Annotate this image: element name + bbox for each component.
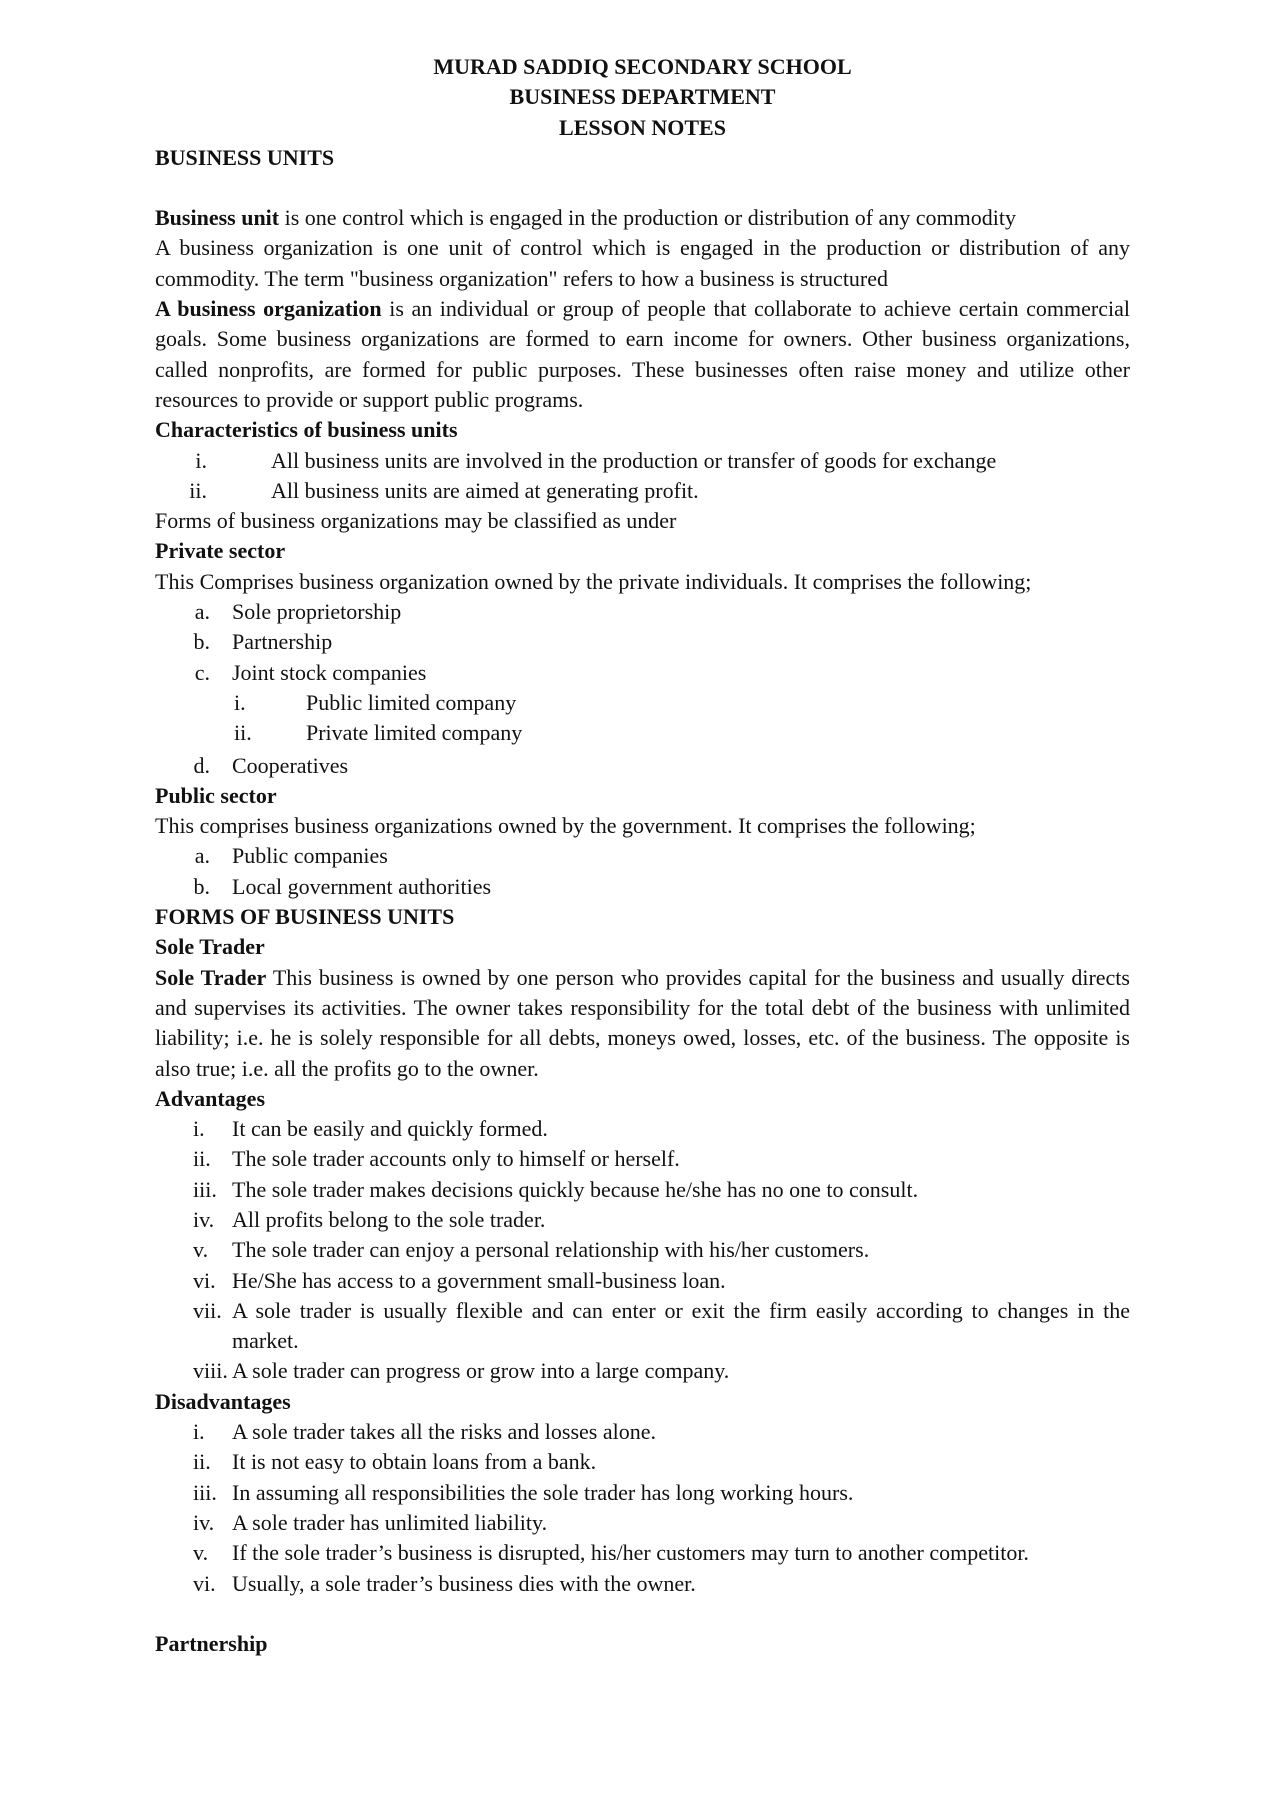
list-marker: ii. — [234, 720, 252, 746]
list-item — [155, 658, 1130, 688]
list-item — [155, 1569, 1130, 1599]
list-marker: ii. — [193, 1449, 211, 1475]
list-marker: ii. — [189, 477, 207, 503]
list-item — [155, 1144, 1130, 1174]
advantages-list — [155, 1114, 1130, 1387]
advantages-heading: Advantages — [155, 1085, 266, 1111]
list-text: All profits belong to the sole trader. — [232, 1206, 546, 1232]
list-marker: a. — [194, 599, 210, 625]
public-sector-list — [155, 841, 1130, 902]
list-marker: c. — [194, 659, 210, 685]
list-marker: a. — [194, 843, 210, 869]
partnership-heading: Partnership — [155, 1630, 268, 1656]
private-sector-heading: Private sector — [155, 538, 286, 564]
list-text: The sole trader accounts only to himself or herself. — [232, 1146, 680, 1172]
intro-paragraph-3 — [155, 294, 1130, 415]
list-marker: i. — [193, 1116, 205, 1142]
list-item — [155, 751, 1130, 781]
school-name: MURAD SADDIQ SECONDARY SCHOOL — [433, 54, 852, 79]
lesson-notes-title: LESSON NOTES — [559, 114, 726, 140]
sole-trader-heading: Sole Trader — [155, 934, 265, 960]
intro-paragraph-2: A business organization is one unit of control which is engaged in the production or distribution of any commodity. The term "business organization" refers to how a business is structured — [155, 235, 1130, 291]
list-text: Partnership — [232, 629, 333, 655]
disadvantages-list — [155, 1417, 1130, 1599]
list-item — [155, 476, 1130, 506]
list-text: All business units are aimed at generating profit. — [271, 477, 699, 503]
list-item — [155, 1478, 1130, 1508]
list-item — [155, 1356, 1130, 1386]
list-text: Public limited company — [306, 689, 517, 715]
public-sector-heading: Public sector — [155, 782, 277, 808]
list-marker: b. — [193, 873, 210, 899]
intro-paragraph-1 — [155, 203, 1130, 233]
list-text: The sole trader can enjoy a personal relationship with his/her customers. — [232, 1237, 870, 1263]
list-marker: i. — [193, 1419, 205, 1445]
list-item — [155, 597, 1130, 627]
list-text: Public companies — [232, 843, 388, 869]
list-text: A sole trader takes all the risks and losses alone. — [232, 1419, 657, 1445]
forms-intro: Forms of business organizations may be classified as under — [155, 508, 677, 534]
intro-term-business-organization: A business organization — [155, 296, 382, 322]
spacer — [155, 173, 1130, 203]
document-page — [155, 52, 1130, 1659]
list-marker: b. — [193, 629, 210, 655]
list-text: A sole trader has unlimited liability. — [232, 1509, 548, 1535]
list-item — [155, 1266, 1130, 1296]
list-item — [155, 841, 1130, 871]
list-marker: iii. — [193, 1176, 217, 1202]
intro-definition-1: is one control which is engaged in the production or distribution of any commodity — [279, 205, 1016, 231]
list-item — [155, 1447, 1130, 1477]
sole-trader-term: Sole Trader — [155, 964, 267, 990]
spacer — [155, 1599, 1130, 1629]
list-item — [155, 1417, 1130, 1447]
list-marker: vii. — [193, 1297, 222, 1323]
private-sector-text: This Comprises business organization owned by the private individuals. It comprises the following; — [155, 568, 1032, 594]
list-item — [155, 1235, 1130, 1265]
public-sector-text: This comprises business organizations owned by the government. It comprises the following; — [155, 813, 976, 839]
list-item — [155, 446, 1130, 476]
list-text: Joint stock companies — [232, 659, 427, 685]
list-text: All business units are involved in the production or transfer of goods for exchange — [271, 447, 997, 473]
list-marker: iv. — [193, 1509, 215, 1535]
list-marker: v. — [193, 1540, 209, 1566]
list-item — [155, 627, 1130, 657]
list-marker: viii. — [193, 1358, 228, 1384]
list-marker: vi. — [193, 1267, 216, 1293]
list-item — [155, 1296, 1130, 1357]
list-text: Cooperatives — [232, 752, 349, 778]
list-item — [155, 1508, 1130, 1538]
list-marker: v. — [193, 1237, 209, 1263]
list-text: A sole trader is usually flexible and can enter or exit the firm easily according to changes in the market. — [232, 1297, 1130, 1354]
department-name: BUSINESS DEPARTMENT — [509, 84, 776, 110]
list-item — [155, 1205, 1130, 1235]
list-text: He/She has access to a government small-business loan. — [232, 1267, 726, 1293]
intro-term-business-unit: Business unit — [155, 205, 280, 231]
list-text: Sole proprietorship — [232, 599, 402, 625]
list-text: It is not easy to obtain loans from a bank. — [232, 1449, 597, 1475]
list-item — [155, 1538, 1130, 1568]
list-item — [155, 872, 1130, 902]
list-text: The sole trader makes decisions quickly because he/she has no one to consult. — [232, 1176, 919, 1202]
list-item — [155, 718, 1130, 748]
topic-heading: BUSINESS UNITS — [155, 144, 335, 170]
list-item — [155, 1114, 1130, 1144]
list-marker: vi. — [193, 1570, 216, 1596]
list-item — [155, 1175, 1130, 1205]
characteristics-list — [155, 446, 1130, 507]
list-marker: i. — [195, 447, 207, 473]
forms-of-business-heading: FORMS OF BUSINESS UNITS — [155, 904, 455, 930]
list-marker: i. — [234, 689, 246, 715]
list-text: Usually, a sole trader’s business dies with the owner. — [232, 1570, 696, 1596]
list-marker: ii. — [193, 1146, 211, 1172]
list-text: If the sole trader’s business is disrupted, his/her customers may turn to another competitor. — [232, 1540, 1029, 1566]
list-text: Private limited company — [306, 720, 523, 746]
private-sector-list — [155, 597, 1130, 688]
list-text: In assuming all responsibilities the sole trader has long working hours. — [232, 1479, 854, 1505]
list-text: It can be easily and quickly formed. — [232, 1116, 548, 1142]
characteristics-heading: Characteristics of business units — [155, 417, 458, 443]
list-text: Local government authorities — [232, 873, 492, 899]
list-marker: iv. — [193, 1206, 215, 1232]
intro-definition-3: is an individual or group of people that collaborate to achieve certain commercial goals. Some business organizations are formed to earn income for owners. Other business organizations, called nonprofits, are formed for public purposes. These businesses often raise money and utilize other resources to provide or support public programs. — [155, 296, 1130, 412]
list-text: A sole trader can progress or grow into a large company. — [232, 1358, 730, 1384]
sole-trader-definition: This business is owned by one person who provides capital for the business and usually directs and supervises its activities. The owner takes responsibility for the total debt of the business with unlimited liability; i.e. he is solely responsible for all debts, moneys owed, losses, etc. of the business. The opposite is also true; i.e. all the profits go to the owner. — [155, 964, 1130, 1081]
disadvantages-heading: Disadvantages — [155, 1388, 291, 1414]
list-marker: iii. — [193, 1479, 217, 1505]
sole-trader-description — [155, 963, 1130, 1084]
private-sector-list-end — [155, 751, 1130, 781]
list-item — [155, 688, 1130, 718]
list-marker: d. — [193, 752, 210, 778]
joint-stock-sublist — [155, 688, 1130, 749]
